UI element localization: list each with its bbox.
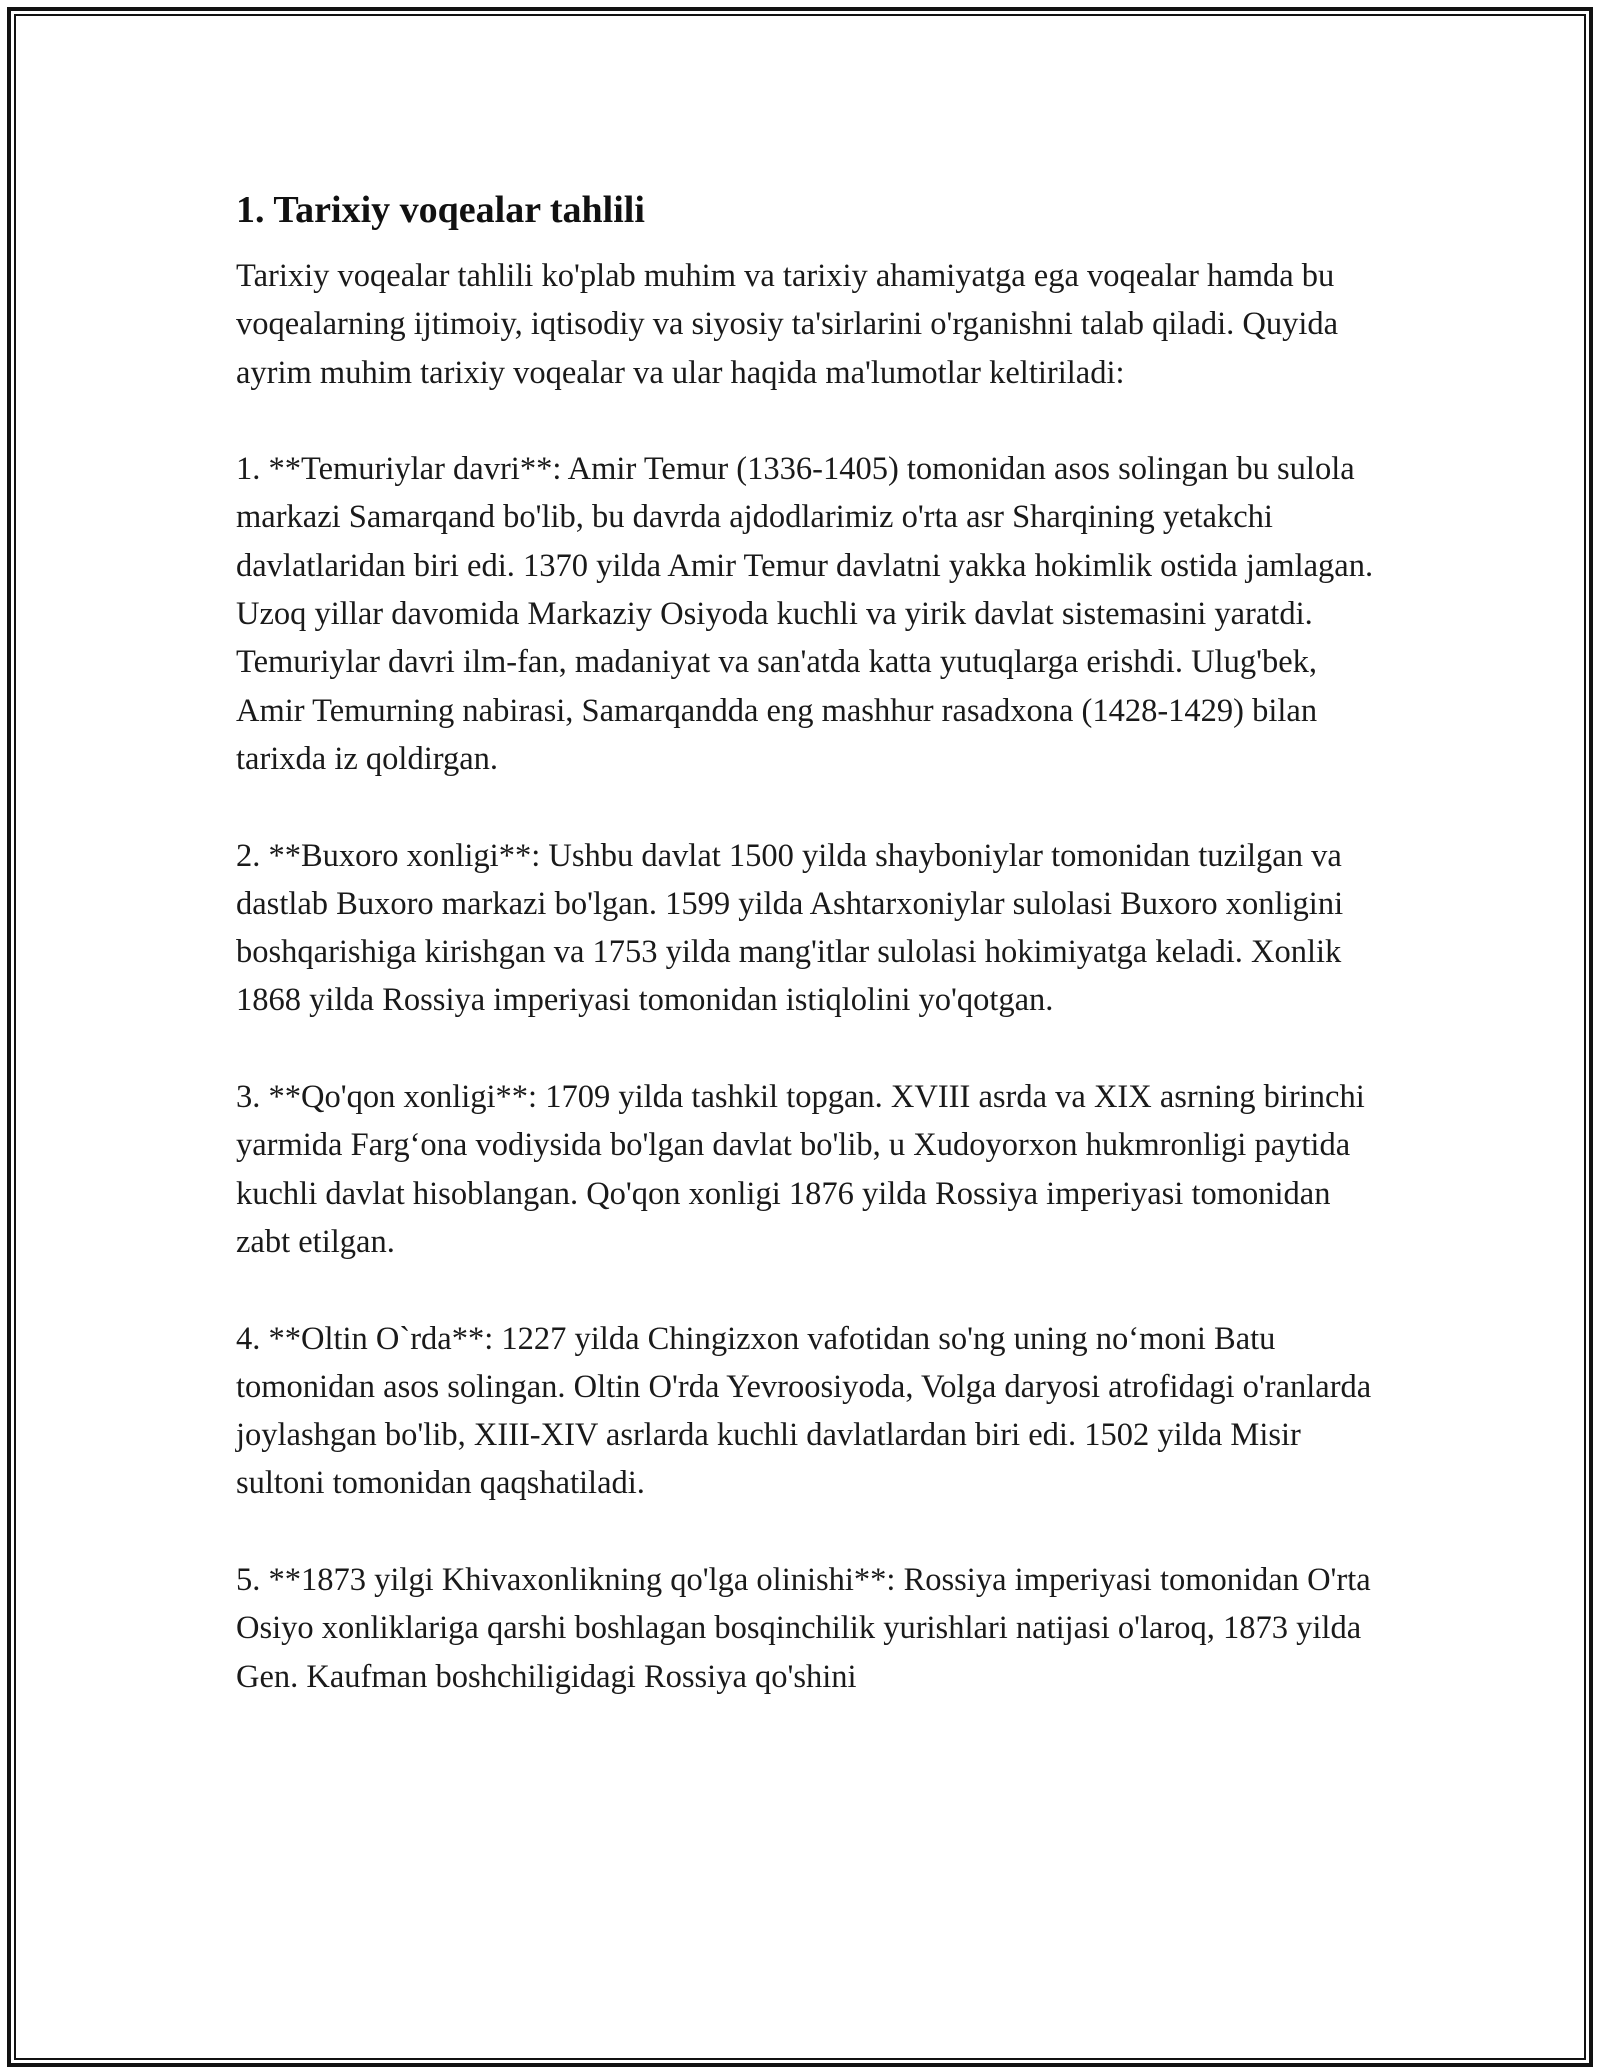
intro-paragraph: Tarixiy voqealar tahlili ko'plab muhim va tarixiy ahamiyatga ega voqealar hamda bu voqealarning ijtimoiy, iqtisodiy va siyosiy ta'sirlarini o'rganishni talab qiladi. Quyida ayrim muhim tarixiy voqealar va ular haqida ma'lumotlar keltiriladi: <box>236 258 1339 391</box>
document-body <box>236 186 1386 1749</box>
list-item-temuriylar: 1. **Temuriylar davri**: Amir Temur (1336-1405) tomonidan asos solingan bu sulola markazi Samarqand bo'lib, bu davrda ajdodlarimiz o'rta asr Sharqining yetakchi davlatlaridan biri edi. 1370 yilda Amir Temur davlatni yakka hokimlik ostida jamlagan. Uzoq yillar davomida Markaziy Osiyoda kuchli va yirik davlat sistemasini yaratdi. Temuriylar davri ilm-fan, madaniyat va san'atda katta yutuqlarga erishdi. Ulug'bek, Amir Temurning nabirasi, Samarqandda eng mashhur rasadxona (1428-1429) bilan tarixda iz qoldirgan. <box>236 451 1374 777</box>
section-heading: 1. Tarixiy voqealar tahlili <box>236 189 645 231</box>
list-item-buxoro: 2. **Buxoro xonligi**: Ushbu davlat 1500 yilda shayboniylar tomonidan tuzilgan va dastlab Buxoro markazi bo'lgan. 1599 yilda Ashtarxoniylar sulolasi Buxoro xonligini boshqarishiga kirishgan va 1753 yilda mang'itlar sulolasi hokimiyatga keladi. Xonlik 1868 yilda Rossiya imperiyasi tomonidan istiqlolini yo'qotgan. <box>236 837 1344 1019</box>
list-item-oltin-orda: 4. **Oltin O`rda**: 1227 yilda Chingizxon vafotidan so'ng uning no‘moni Batu tomonidan asos solingan. Oltin O'rda Yevroosiyoda, Volga daryosi atrofidagi o'ranlarda joylashgan bo'lib, XIII-XIV asrlarda kuchli davlatlardan biri edi. 1502 yilda Misir sultoni tomonidan qaqshatiladi. <box>236 1320 1372 1502</box>
list-item-khiva: 5. **1873 yilgi Khivaxonlikning qo'lga olinishi**: Rossiya imperiyasi tomonidan O'rta Osiyo xonliklariga qarshi boshlagan bosqinchilik yurishlari natijasi o'laroq, 1873 yilda Gen. Kaufman boshchiligidagi Rossiya qo'shini <box>236 1562 1371 1695</box>
list-item-qoqon: 3. **Qo'qon xonligi**: 1709 yilda tashkil topgan. XVIII asrda va XIX asrning birinchi yarmida Farg‘ona vodiysida bo'lgan davlat bo'lib, u Xudoyorxon hukmronligi paytida kuchli davlat hisoblangan. Qo'qon xonligi 1876 yilda Rossiya imperiyasi tomonidan zabt etilgan. <box>236 1079 1365 1260</box>
